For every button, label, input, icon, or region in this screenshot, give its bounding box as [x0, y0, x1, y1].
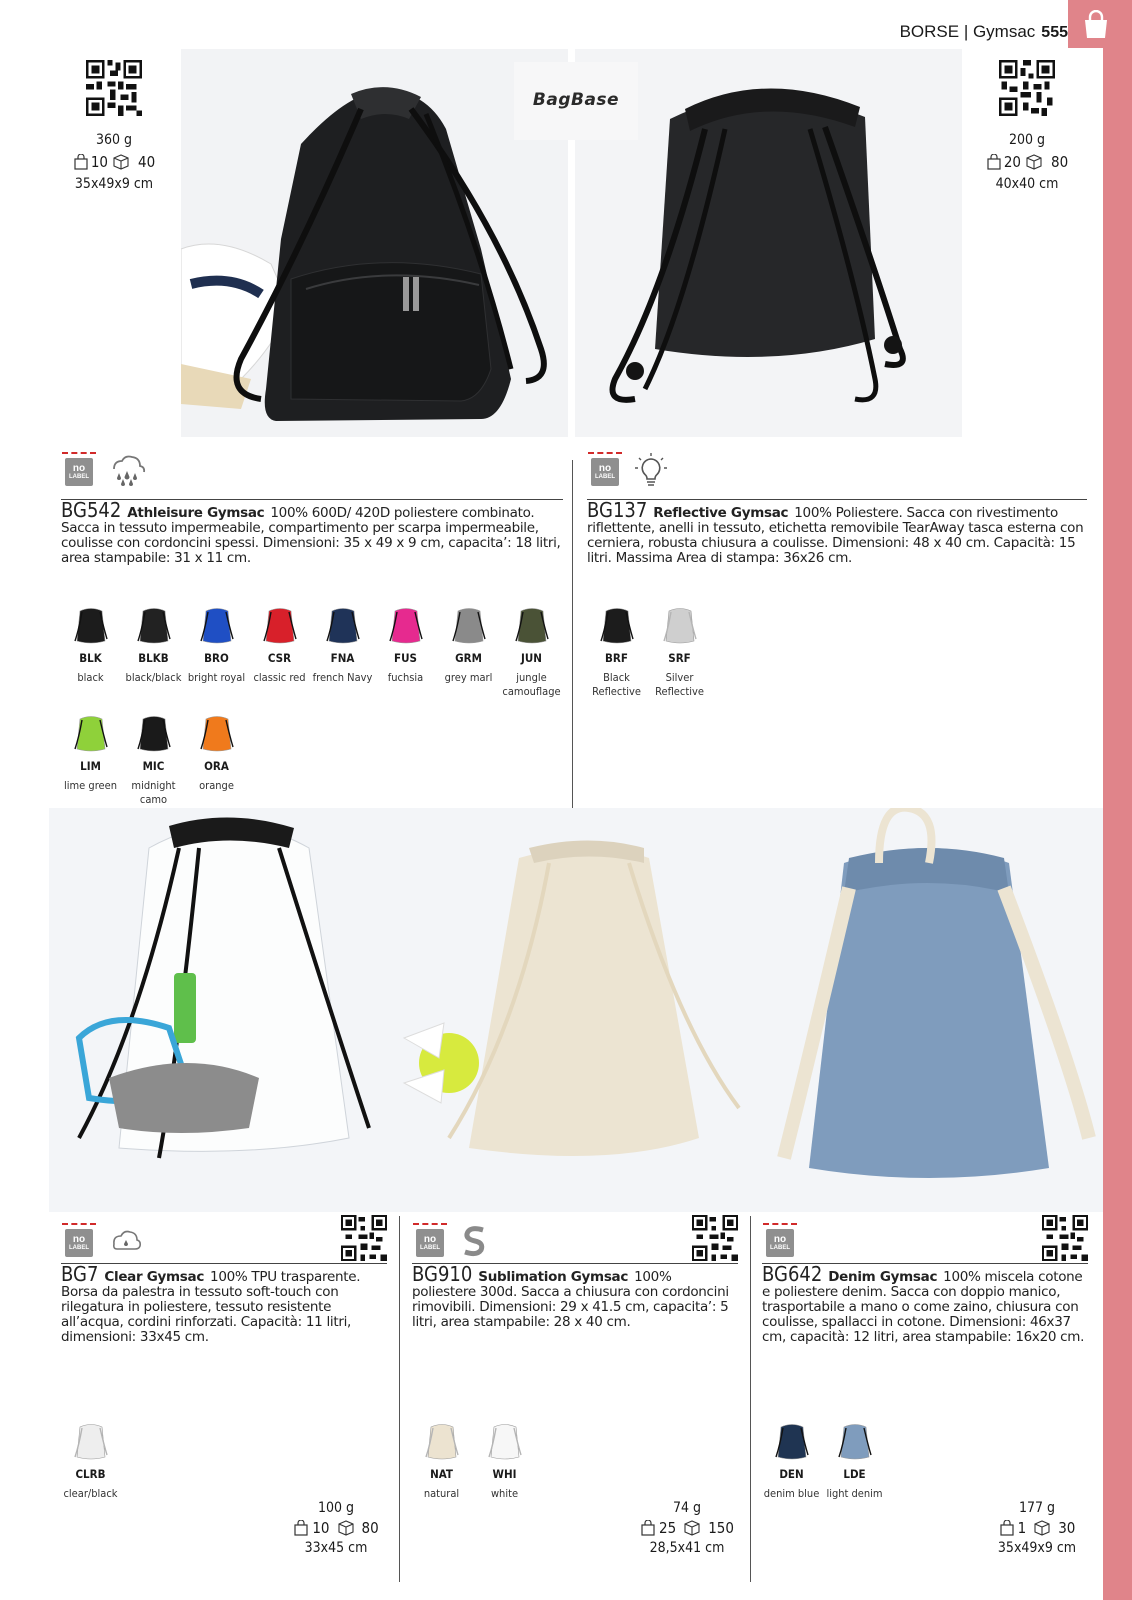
bag-pack-icon: [986, 154, 1002, 170]
corner-tab: [1068, 0, 1132, 48]
color-code: ORA: [204, 759, 229, 773]
pack-quantity: 10: [312, 1519, 330, 1537]
color-name: grey marl: [444, 671, 493, 684]
color-name: black: [77, 671, 104, 684]
product-name: Athleisure Gymsac: [127, 505, 265, 521]
color-swatch[interactable]: [437, 603, 500, 711]
bag-swatch-icon: [772, 1419, 812, 1463]
weight: 200 g: [1008, 132, 1046, 148]
product-code: BG642: [762, 1262, 823, 1286]
bag-swatch-icon: [71, 1419, 111, 1463]
carton-quantity: 30: [1058, 1519, 1076, 1537]
product-code: BG910: [412, 1262, 473, 1286]
water-resistant-icon: [108, 1226, 142, 1256]
bag-swatch-icon: [197, 711, 237, 755]
color-code: BRO: [204, 651, 229, 665]
carton-quantity: 80: [361, 1519, 379, 1537]
color-code: WHI: [492, 1467, 517, 1481]
pack-quantity: 1: [1017, 1519, 1027, 1537]
qr-code-icon: [341, 1215, 387, 1261]
no-label-icon: no LABEL: [588, 452, 622, 488]
description-text: 100% poliestere 300d. Sacca a chiusura con cordoncini rimovibili. Dimensioni: 29 x 41.5 cm, capacita’: 5 litri, area stampabile: 28 x 40 cm.: [412, 1269, 729, 1330]
qr-code-icon: [692, 1215, 738, 1261]
color-swatch[interactable]: [500, 603, 563, 711]
bag-pack-icon: [293, 1520, 309, 1536]
description-text: 100% TPU trasparente. Borsa da palestra in tessuto soft-touch con rilegatura in poliestere, tessuto resistente all’acqua, cordini rinforzati. Capacità: 11 litri, dimensioni: 33x45 cm.: [61, 1269, 361, 1345]
dimensions: 35x49x9 cm: [74, 176, 154, 192]
carton-box-icon: [337, 1519, 355, 1537]
description-text: 100% 600D/ 420D poliestere combinato. Sacca in tessuto impermeabile, compartimento per scarpa impermeabile, coulisse con cordoncini spessi. Dimensioni: 35 x 49 x 9 cm, capacita’: 18 litri, area stampabile: 31 x 11 cm.: [61, 505, 561, 566]
color-code: MIC: [142, 759, 165, 773]
product-photo-bg542: [181, 49, 568, 437]
bag-swatch-icon: [835, 1419, 875, 1463]
color-name: white: [490, 1487, 519, 1500]
product-spec-bg542: [58, 129, 170, 195]
no-label-icon: no LABEL: [763, 1223, 797, 1259]
feature-icons: [413, 1223, 489, 1259]
carton-quantity: 40: [138, 153, 156, 171]
bag-pack-icon: [73, 154, 89, 170]
bag-swatch-icon: [134, 603, 174, 647]
no-label-icon: no LABEL: [413, 1223, 447, 1259]
color-swatch[interactable]: [311, 603, 374, 711]
color-code: DEN: [779, 1467, 804, 1481]
dimensions: 35x49x9 cm: [997, 1540, 1077, 1556]
color-code: FUS: [394, 651, 417, 665]
column-divider: [399, 1216, 400, 1582]
no-label-icon: no LABEL: [62, 452, 96, 488]
color-name: Silver Reflective: [655, 671, 704, 698]
color-code: FNA: [330, 651, 355, 665]
color-code: LIM: [80, 759, 101, 773]
product-spec-bg137: [971, 129, 1083, 195]
color-name: Black Reflective: [592, 671, 641, 698]
feature-icons: [62, 1223, 142, 1259]
color-code: GRM: [455, 651, 482, 665]
color-swatch[interactable]: [185, 603, 248, 711]
color-swatch[interactable]: [185, 711, 248, 819]
bag-swatch-icon: [386, 603, 426, 647]
color-code: BRF: [605, 651, 628, 665]
color-name: french Navy: [312, 671, 373, 684]
bag-swatch-icon: [71, 711, 111, 755]
qr-code[interactable]: [1042, 1215, 1088, 1261]
waterproof-rain-icon: [108, 453, 146, 487]
page-header: [900, 22, 1068, 42]
bag-swatch-icon: [260, 603, 300, 647]
product-code: BG137: [587, 498, 648, 522]
product-description: [762, 1262, 1088, 1345]
bag-photo-illustration: [181, 49, 568, 437]
product-name: Denim Gymsac: [828, 1269, 938, 1285]
weight: 360 g: [95, 132, 133, 148]
product-name: Sublimation Gymsac: [478, 1269, 629, 1285]
color-name: fuchsia: [387, 671, 424, 684]
color-swatches: [410, 1419, 610, 1527]
qr-code[interactable]: [341, 1215, 387, 1261]
color-code: NAT: [430, 1467, 453, 1481]
product-description: [412, 1262, 738, 1330]
color-code: SRF: [668, 651, 691, 665]
bag-swatch-icon: [449, 603, 489, 647]
product-name: Reflective Gymsac: [653, 505, 789, 521]
brand-logo-text: BagBase: [532, 90, 620, 110]
section-title: BORSE | Gymsac: [899, 22, 1036, 41]
pack-quantity: 10: [90, 153, 108, 171]
product-description: [61, 1262, 387, 1345]
side-color-band: [1103, 48, 1132, 1600]
color-swatches: [59, 1419, 259, 1527]
color-name: lime green: [64, 779, 117, 792]
color-swatch[interactable]: [760, 1419, 823, 1527]
dimensions: 33x45 cm: [304, 1540, 368, 1556]
color-name: clear/black: [63, 1487, 118, 1500]
product-spec: [982, 1498, 1092, 1558]
divider: [61, 1263, 387, 1264]
color-swatches-bg137: [585, 603, 785, 711]
carton-box-icon: [1025, 153, 1043, 171]
weight: 74 g: [672, 1500, 702, 1516]
color-swatch[interactable]: [823, 1419, 886, 1527]
divider: [587, 499, 1087, 500]
pack-quantity: 20: [1003, 153, 1021, 171]
bag-swatch-icon: [422, 1419, 462, 1463]
color-name: denim blue: [763, 1487, 820, 1500]
color-code: BLK: [79, 651, 102, 665]
bag-swatch-icon: [597, 603, 637, 647]
qr-code-icon: [86, 60, 142, 116]
dimensions: 40x40 cm: [995, 176, 1059, 192]
qr-code[interactable]: [86, 60, 142, 116]
divider: [61, 499, 563, 500]
color-code: JUN: [521, 651, 542, 665]
weight: 100 g: [317, 1500, 355, 1516]
color-swatch[interactable]: [59, 1419, 122, 1527]
carton-quantity: 150: [708, 1519, 734, 1537]
bag-swatch-icon: [197, 603, 237, 647]
color-code: CSR: [267, 651, 292, 665]
brand-logo: [514, 62, 638, 140]
color-swatch[interactable]: [648, 603, 711, 711]
bag-swatch-icon: [485, 1419, 525, 1463]
bag-pack-icon: [999, 1520, 1015, 1536]
color-swatch[interactable]: [59, 603, 122, 711]
color-name: black/black: [125, 671, 182, 684]
color-name: natural: [423, 1487, 460, 1500]
description-text: 100% Poliestere. Sacca con rivestimento riflettente, anelli in tessuto, etichetta removibile TearAway tasca esterna con cerniera, robusta chiusura a coulisse. Dimensioni: 48 x 40 cm. Capacità: 15 litri. Massima Area di stampa: 36x26 cm.: [587, 505, 1084, 566]
dimensions: 28,5x41 cm: [649, 1540, 725, 1556]
color-name: classic red: [253, 671, 306, 684]
color-name: jungle camouflage: [502, 671, 561, 698]
product-code: BG7: [61, 1262, 99, 1286]
color-name: midnight camo: [131, 779, 176, 806]
carton-box-icon: [1033, 1519, 1051, 1537]
color-swatch[interactable]: [122, 603, 185, 711]
feature-icons-bg542: [62, 452, 146, 488]
qr-code-icon: [999, 60, 1055, 116]
column-divider: [750, 1216, 751, 1582]
color-name: light denim: [826, 1487, 883, 1500]
product-description-bg137: [587, 498, 1089, 566]
no-label-icon: no LABEL: [62, 1223, 96, 1259]
product-name: Clear Gymsac: [104, 1269, 205, 1285]
bag-pack-icon: [640, 1520, 656, 1536]
page-number: 555: [1041, 24, 1068, 41]
color-code: BLKB: [138, 651, 169, 665]
color-swatch[interactable]: [410, 1419, 473, 1527]
product-photos-bottom: [49, 808, 1103, 1212]
color-swatch[interactable]: [122, 711, 185, 819]
pack-quantity: 25: [659, 1519, 677, 1537]
carton-box-icon: [683, 1519, 701, 1537]
qr-code-icon: [1042, 1215, 1088, 1261]
color-name: bright royal: [187, 671, 246, 684]
bag-swatch-icon: [323, 603, 363, 647]
sublimation-icon: [459, 1224, 489, 1258]
bags-photo-illustration: [49, 808, 1103, 1212]
reflective-bulb-icon: [634, 452, 668, 488]
product-code: BG542: [61, 498, 122, 522]
color-swatch[interactable]: [59, 711, 122, 819]
description-text: 100% miscela cotone e poliestere denim. Sacca con doppio manico, trasportabile a mano o come zaino, chiusura con coulisse, spallacci in cotone. Dimensioni: 46x37 cm, capacità: 12 litri, area stampabile: 16x20 cm.: [762, 1269, 1085, 1345]
bag-swatch-icon: [134, 711, 174, 755]
color-code: LDE: [843, 1467, 866, 1481]
color-swatches: [760, 1419, 960, 1527]
color-swatch[interactable]: [374, 603, 437, 711]
product-spec: [632, 1498, 742, 1558]
column-divider: [572, 460, 573, 808]
qr-code[interactable]: [692, 1215, 738, 1261]
feature-icons: [763, 1223, 797, 1259]
product-description-bg542: [61, 498, 563, 566]
color-name: orange: [199, 779, 234, 792]
color-swatches-bg542: [59, 603, 569, 819]
carton-box-icon: [112, 153, 130, 171]
weight: 177 g: [1018, 1500, 1056, 1516]
product-spec: [281, 1498, 391, 1558]
color-swatch[interactable]: [585, 603, 648, 711]
feature-icons-bg137: [588, 452, 668, 488]
carton-quantity: 80: [1051, 153, 1069, 171]
color-swatch[interactable]: [248, 603, 311, 711]
bag-swatch-icon: [71, 603, 111, 647]
color-code: CLRB: [75, 1467, 106, 1481]
shopping-bag-icon: [1080, 10, 1112, 40]
bag-swatch-icon: [660, 603, 700, 647]
qr-code[interactable]: [999, 60, 1055, 116]
color-swatch[interactable]: [473, 1419, 536, 1527]
bag-swatch-icon: [512, 603, 552, 647]
